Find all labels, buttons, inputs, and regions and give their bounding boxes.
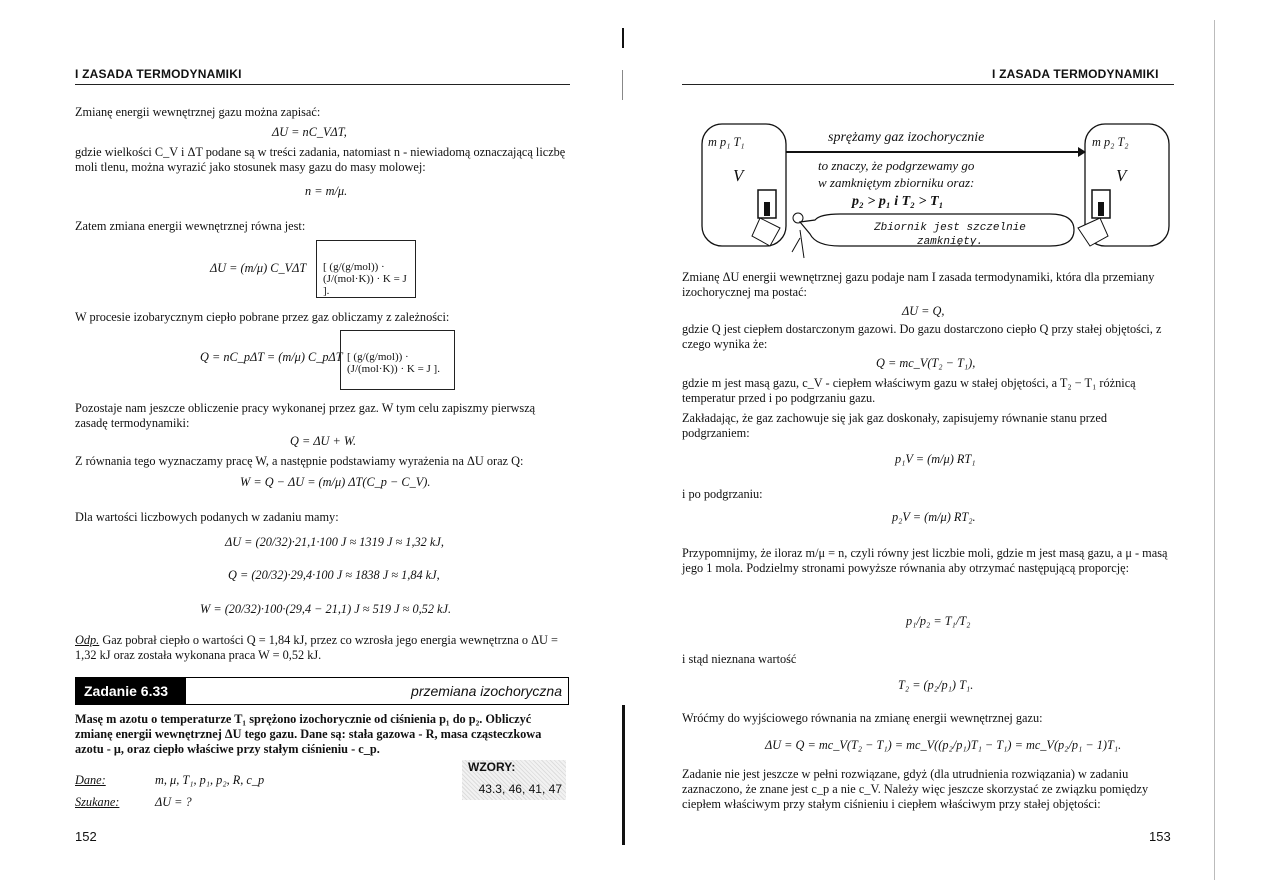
diagram-caption: w zamkniętym zbiorniku oraz: [818,175,975,190]
equation: n = m/μ. [305,184,348,198]
paragraph: gdzie Q jest ciepłem dostarczonym gazowi. Do gazu dostarczono ciepło Q przy stałej objętości, z czego wynika że: [682,322,1162,351]
valve-icon [764,202,770,216]
formula-refs-label: WZORY: [468,760,516,774]
left-tank-label: m p₁ T₁ [708,135,745,149]
page-header: I ZASADA TERMODYNAMIKI [75,67,242,81]
task-title: Zadanie 6.33 [76,678,186,704]
answer-text: Gaz pobrał ciepło o wartości Q = 1,84 kJ, przez co wzrosła jego energia wewnętrzna o ΔU = 1,32 kJ oraz została wykonana praca W = 0,52 kJ. [75,633,558,662]
equation: Q = mc_V(T₂ − T₁), [876,356,976,370]
unknown-label: Szukane: [75,795,120,809]
equation: ΔU = Q = mc_V(T₂ − T₁) = mc_V((p₂/p₁)T₁ − T₁) = mc_V(p₂/p₁ − 1)T₁. [765,738,1122,752]
equation: Q = nC_pΔT = (m/μ) C_pΔT [200,350,343,364]
task-banner [75,677,569,705]
equation: p₂V = (m/μ) RT₂. [892,510,976,524]
paragraph: Zakładając, że gaz zachowuje się jak gaz doskonały, zapisujemy równanie stanu przed podgrzaniem: [682,411,1107,440]
right-page [630,0,1263,893]
given-values: m, μ, T₁, p₁, p₂, R, c_p [155,773,265,787]
equation: Q = ΔU + W. [290,434,357,448]
given-label: Dane: [75,773,106,787]
left-tank-volume: V [733,166,744,185]
equation: ΔU = (m/μ) C_VΔT [210,261,307,275]
book-spine-shadow [622,705,625,845]
process-label: sprężamy gaz izochorycznie [828,130,985,145]
valve-icon [1098,202,1104,216]
unit-bracket: [ (g/(g/mol)) · (J/(mol·K)) · K = J ]. [316,240,416,298]
page-number: 152 [75,829,97,844]
bubble-line: Zbiornik jest szczelnie [874,222,1026,234]
page-header: I ZASADA TERMODYNAMIKI [992,67,1159,81]
paragraph: gdzie wielkości C_V i ΔT podane są w treści zadania, natomiast n - niewiadomą oznaczającą liczbę moli tlenu, można wyrazić jako stosunek masy gazu do masy molowej: [75,145,566,174]
hand-icon [1078,218,1108,246]
paragraph: Z równania tego wyznaczamy pracę W, a następnie podstawiamy wyrażenia na ΔU oraz Q: [75,454,524,468]
formula-refs-values: 43.3, 46, 41, 47 [478,782,562,796]
answer [75,633,570,663]
equation: p₁V = (m/μ) RT₁ [895,452,976,466]
paragraph: Wróćmy do wyjściowego równania na zmianę energii wewnętrznej gazu: [682,711,1043,725]
right-tank-volume: V [1116,166,1127,185]
equation: T₂ = (p₂/p₁) T₁. [898,678,974,692]
diagram-caption: to znaczy, że podgrzewamy go [818,158,975,173]
formula-refs [462,760,566,800]
equation: W = Q − ΔU = (m/μ) ΔT(C_p − C_V). [240,475,431,489]
paragraph: gdzie m jest masą gazu, c_V - ciepłem właściwym gazu w stałej objętości, a T₂ − T₁ różnicą temperatur przed i po podgrzaniu gazu. [682,376,1136,405]
unit-bracket: [ (g/(g/mol)) · (J/(mol·K)) · K = J ]. [340,330,455,390]
bubble-text [850,221,1050,249]
equation: p₁/p₂ = T₁/T₂ [906,614,971,628]
paragraph: Zmianę ΔU energii wewnętrznej gazu podaje nam I zasada termodynamiki, która dla przemiany izochorycznej ma postać: [682,270,1155,299]
paragraph: i po podgrzaniu: [682,487,763,501]
equation: Q = (20/32)·29,4·100 J ≈ 1838 J ≈ 1,84 kJ, [228,568,440,582]
hand-icon [752,218,780,246]
paragraph: W procesie izobarycznym ciepło pobrane przez gaz obliczamy z zależności: [75,310,450,324]
bubble-line: zamknięty. [916,236,983,248]
paragraph: Zadanie nie jest jeszcze w pełni rozwiązane, gdyż (dla utrudnienia rozwiązania) w zadaniu zaznaczono, że znane jest c_p a nie c_V. Należy więc jeszcze skorzystać ze związku pomiędzy ciepłem właściwym przy stałym ciśnieniu i ciepłem właściwym przy stałej objętości: [682,767,1149,811]
equation: W = (20/32)·100·(29,4 − 21,1) J ≈ 519 J ≈ 0,52 kJ. [200,602,452,616]
diagram-condition: p₂ > p₁ i T₂ > T₁ [852,194,944,209]
header-rule [75,84,570,85]
task-subtitle: przemiana izochoryczna [411,683,562,699]
book-spine-mark [622,70,623,100]
paragraph: Przypomnijmy, że iloraz m/μ = n, czyli równy jest liczbie moli, gdzie m jest masą gazu, a μ - masą jego 1 mola. Podzielmy stronami powyższe równania aby otrzymać następującą proporcję: [682,546,1168,575]
paragraph: i stąd nieznana wartość [682,652,797,666]
right-tank-label: m p₂ T₂ [1092,135,1129,149]
paragraph: Zmianę energii wewnętrznej gazu można zapisać: [75,105,321,119]
header-rule [682,84,1174,85]
page-number: 153 [1149,829,1171,844]
equation: ΔU = nC_VΔT, [272,125,347,139]
task-statement: Masę m azotu o temperaturze T₁ sprężono izochorycznie od ciśnienia p₁ do p₂. Obliczyć zmianę energii wewnętrznej ΔU tego gazu. Dane są: stała gazowa - R, masa cząsteczkowa azotu - μ, oraz ciepło właściwe przy stałym ciśnieniu - c_p. [75,712,542,756]
equation: ΔU = Q, [902,304,945,318]
paragraph: Dla wartości liczbowych podanych w zadaniu mamy: [75,510,339,524]
paragraph: Pozostaje nam jeszcze obliczenie pracy wykonanej przez gaz. W tym celu zapiszmy pierwszą zasadę termodynamiki: [75,401,536,430]
left-page [0,0,610,893]
paragraph: Zatem zmiana energii wewnętrznej równa jest: [75,219,306,233]
character-body-icon [792,230,804,258]
unknown-values: ΔU = ? [155,795,192,809]
answer-label: Odp. [75,633,100,647]
book-spine-mark [622,28,624,48]
equation: ΔU = (20/32)·21,1·100 J ≈ 1319 J ≈ 1,32 kJ, [225,535,444,549]
